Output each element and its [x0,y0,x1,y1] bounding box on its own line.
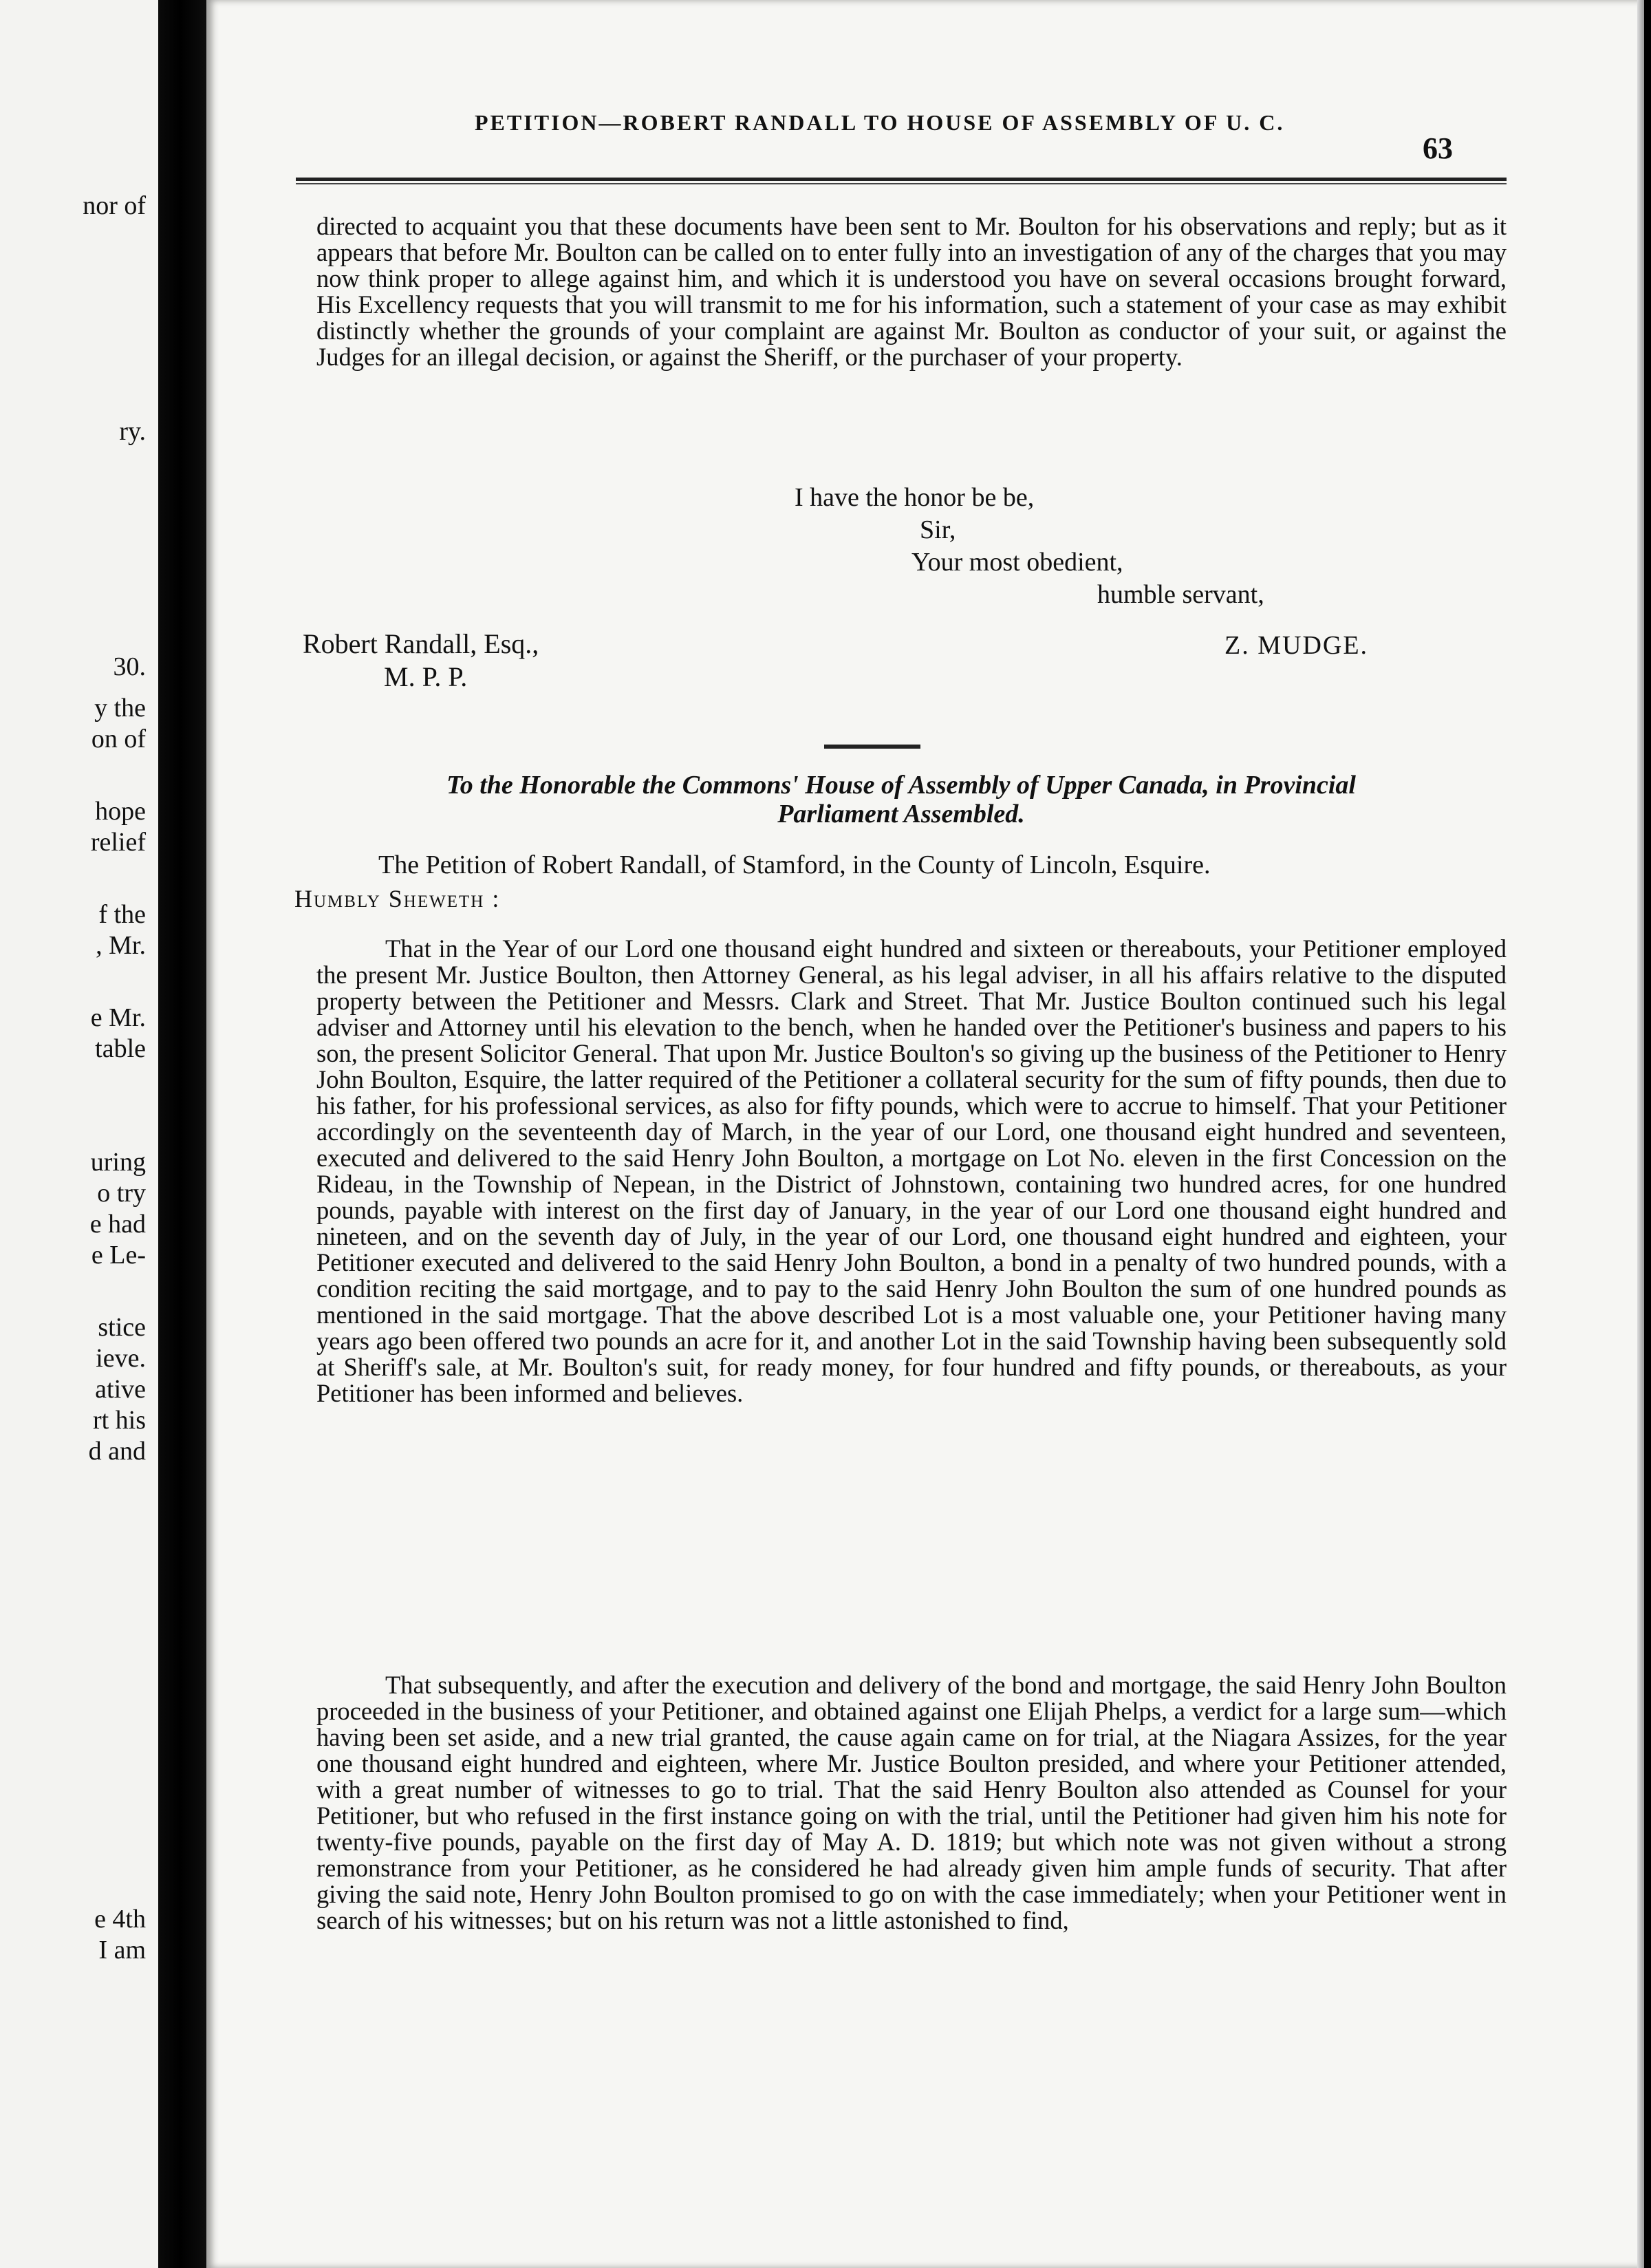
facing-page-fragment: relief [90,828,146,857]
petition-heading-line: Parliament Assembled. [777,800,1025,828]
facing-page-fragment: on of [91,725,146,753]
facing-page-fragment: 30. [113,652,146,681]
petition-paragraph: That subsequently, and after the execution and delivery of the bond and mortgage, the said Henry John Boulton proceeded in the business of your Petitioner, and obtained against one Elijah Phelps, a verdict for a large sum—which having been set aside, and a new trial granted, the cause again came on for trial, at the Niagara Assizes, for the year one thousand eight hundred and eighteen, where Mr. Justice Boulton presided, and where your Petitioner attended, with a great number of witnesses to go to trial. That the said Henry Boulton also attended as Counsel for your Petitioner, but who refused in the first instance going on with the trial, until the Petitioner had given him his note for twenty-five pounds, payable on the first day of May A. D. 1819; but which note was not given without a strong remonstrance from your Petitioner, as he considered he had already given him ample funds of security. That after giving the said note, Henry John Boulton promised to go on with the case immediately; when your Petitioner went in search of his witnesses; but on his return was not a little astonished to find, [316,1671,1507,1934]
addressee [303,628,539,694]
facing-page-fragment: table [95,1034,146,1063]
facing-page-fragment: e had [89,1210,146,1239]
closing-line: I have the honor be be, [795,483,1035,512]
facing-page-fragment: ieve. [96,1344,146,1373]
facing-page-fragment: e Le- [91,1241,146,1270]
petition-paragraph: That in the Year of our Lord one thousand eight hundred and sixteen or thereabouts, your Petitioner employed the present Mr. Justice Boulton, then Attorney General, as his legal adviser, in all his affairs relative to the disputed property between the Petitioner and Messrs. Clark and Street. That Mr. Justice Boulton continued such his legal adviser and Attorney until his elevation to the bench, when he handed over the Petitioner's business and papers to his son, the present Solicitor General. That upon Mr. Justice Boulton's so giving up the business of the Petitioner to Henry John Boulton, Esquire, the latter required of the Petitioner a collateral security for the sum of fifty pounds, then due to his father, for his professional services, as also for fifty pounds, which were to accrue to himself. That your Petitioner accordingly on the seventeenth day of March, in the year of our Lord, one thousand eight hundred and seventeen, executed and delivered to the said Henry John Boulton, a mortgage on Lot No. eleven in the first Concession on the Rideau, in the Township of Nepean, in the District of Johnstown, containing two hundred acres, for one hundred pounds, payable with interest on the first day of January, in the year of our Lord one thousand eight hundred and nineteen, and on the seventh day of July, in the year of our Lord, one thousand eight hundred and eighteen, your Petitioner executed and delivered to the said Henry John Boulton, a bond in a penalty of two hundred pounds, with a condition reciting the said mortgage, and to pay to the said Henry John Boulton the sum of one hundred pounds as mentioned in the said mortgage. That the above described Lot is a most valuable one, your Petitioner having many years ago been offered two pounds an acre for it, and another Lot in the said Township having been subsequently sold at Sheriff's sale, at Mr. Boulton's suit, for ready money, for four hundred and fifty pounds, or thereabouts, as your Petitioner has been informed and believes. [316,934,1507,1407]
book-gutter [158,0,213,2268]
closing-line: Sir, [920,515,956,544]
addressee-title: M. P. P. [384,661,468,692]
petition-intro: The Petition of Robert Randall, of Stamford, in the County of Lincoln, Esquire. [378,850,1211,879]
facing-page-fragment: f the [98,900,146,929]
facing-page-fragment: nor of [83,191,146,220]
signature: Z. MUDGE. [1224,631,1369,660]
petition-heading-line: To the Honorable the Commons' House of Assembly of Upper Canada, in Provincial [446,771,1356,800]
facing-page-fragment: rt his [92,1406,146,1435]
facing-page-fragment: I am [98,1936,146,1965]
running-head: PETITION—ROBERT RANDALL TO HOUSE OF ASSEMBLY OF U. C. [475,110,1285,135]
facing-page-fragment: uring [90,1148,146,1177]
facing-page-strip [0,0,158,2268]
letter-body: directed to acquaint you that these documents have been sent to Mr. Boulton for his observations and reply; but as it appears that before Mr. Boulton can be called on to enter fully into an investigation of any of the charges that you may now think proper to allege against him, and which it is understood you have on several occasions brought forward, His Excellency requests that you will transmit to me for his information, such a statement of your case as may exhibit distinctly whether the grounds of your complaint are against Mr. Boulton as conductor of your suit, or against the Judges for an illegal decision, or against the Sheriff, or the purchaser of your property. [316,212,1507,371]
facing-page-fragment: stice [98,1313,146,1342]
facing-page-fragment: e 4th [94,1905,146,1934]
facing-page-fragment: , Mr. [96,931,146,960]
facing-page-fragment: d and [88,1437,146,1466]
facing-page-fragment: hope [95,797,146,826]
closing-line: humble servant, [1097,580,1264,609]
page-edge [1637,0,1644,2268]
petition-heading [296,771,1507,828]
facing-page-fragment: o try [97,1179,146,1208]
facing-page-fragment: ative [95,1375,146,1404]
page-number: 63 [1423,131,1453,165]
humbly-sheweth: Humbly Sheweth : [294,885,501,912]
book-page [206,0,1644,2268]
facing-page-fragment: ry. [119,417,146,446]
letter-closing [795,482,1264,611]
section-divider [824,745,920,749]
facing-page-fragment: e Mr. [90,1003,146,1032]
addressee-name: Robert Randall, Esq., [303,628,539,659]
header-rule [296,178,1507,184]
facing-page-fragment: y the [94,694,146,723]
closing-line: Your most obedient, [911,548,1123,577]
